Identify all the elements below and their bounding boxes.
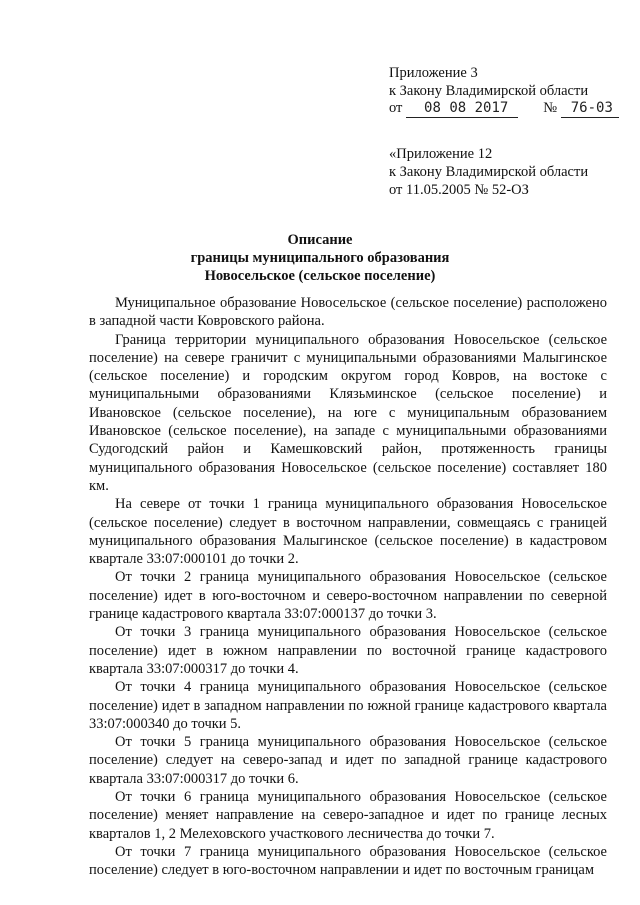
- handwritten-number: 76-03: [570, 100, 613, 116]
- handwritten-date: 08 08 2017: [424, 100, 509, 116]
- appendix-law-ref: к Закону Владимирской области: [389, 83, 589, 99]
- original-law-date: от 11.05.2005 № 52-ОЗ: [389, 182, 529, 198]
- date-prefix: от: [389, 100, 403, 116]
- title-line-2: границы муниципального образования: [190, 250, 450, 266]
- title-line-3: Новосельское (сельское поселение): [204, 268, 436, 284]
- title-line-1: Описание: [287, 232, 353, 248]
- appendix-date-line: [389, 99, 619, 118]
- date-underline: [406, 99, 518, 118]
- paragraph: На севере от точки 1 граница муниципального образования Новосельское (сельское поселение) следует в восточном направлении, совмещаясь с границей муниципального образования Малыгинское (сельское поселение) в кадастровом квартале 33:07:000101 до точки 2.: [89, 496, 607, 568]
- paragraph: От точки 4 граница муниципального образования Новосельское (сельское поселение) идет в западном направлении по южной границе кадастрового квартала 33:07:000340 до точки 5.: [89, 679, 607, 732]
- paragraph: От точки 2 граница муниципального образования Новосельское (сельское поселение) идет в юго-восточном и северо-восточном направлении по северной границе кадастрового квартала 33:07:000137 до точки 3.: [89, 569, 607, 623]
- appendix-header: [389, 64, 619, 118]
- paragraph: Муниципальное образование Новосельское (сельское поселение) расположено в западной части Ковровского района.: [89, 295, 607, 330]
- original-appendix-header: [389, 145, 588, 199]
- number-underline: [561, 99, 619, 118]
- original-appendix-number: «Приложение 12: [389, 146, 493, 162]
- paragraph: От точки 5 граница муниципального образования Новосельское (сельское поселение) следует на северо-запад и идет по западной границе кадастрового квартала 33:07:000317 до точки 6.: [89, 734, 607, 787]
- appendix-number: Приложение 3: [389, 65, 478, 81]
- document-title: [0, 231, 640, 285]
- original-law-ref: к Закону Владимирской области: [389, 164, 589, 180]
- paragraph: От точки 7 граница муниципального образования Новосельское (сельское поселение) следует в юго-восточном направлении и идет по восточным границам: [89, 843, 607, 879]
- document-body: [89, 294, 607, 880]
- paragraph: Граница территории муниципального образования Новосельское (сельское поселение) на севере граничит с муниципальными образованиями Малыгинское (сельское поселение) и городским округом город Ковров, на востоке с муниципальными образованиями Клязьминское (сельское поселение) и Ивановское (сельское поселение), на юге с муниципальным образованием Ивановское (сельское поселение), на западе с муниципальными образованиями Судогодский район и Камешковский район, протяженность границы муниципального образования Новосельское (сельское поселение) составляет 180 км.: [89, 331, 607, 494]
- paragraph: От точки 6 граница муниципального образования Новосельское (сельское поселение) меняет направление на северо-западное и идет по границе лесных кварталов 1, 2 Мелеховского участкового лесничества до точки 7.: [89, 789, 607, 842]
- number-prefix: №: [543, 100, 558, 116]
- paragraph: От точки 3 граница муниципального образования Новосельское (сельское поселение) идет в южном направлении по восточной границе кадастрового квартала 33:07:000317 до точки 4.: [89, 624, 607, 677]
